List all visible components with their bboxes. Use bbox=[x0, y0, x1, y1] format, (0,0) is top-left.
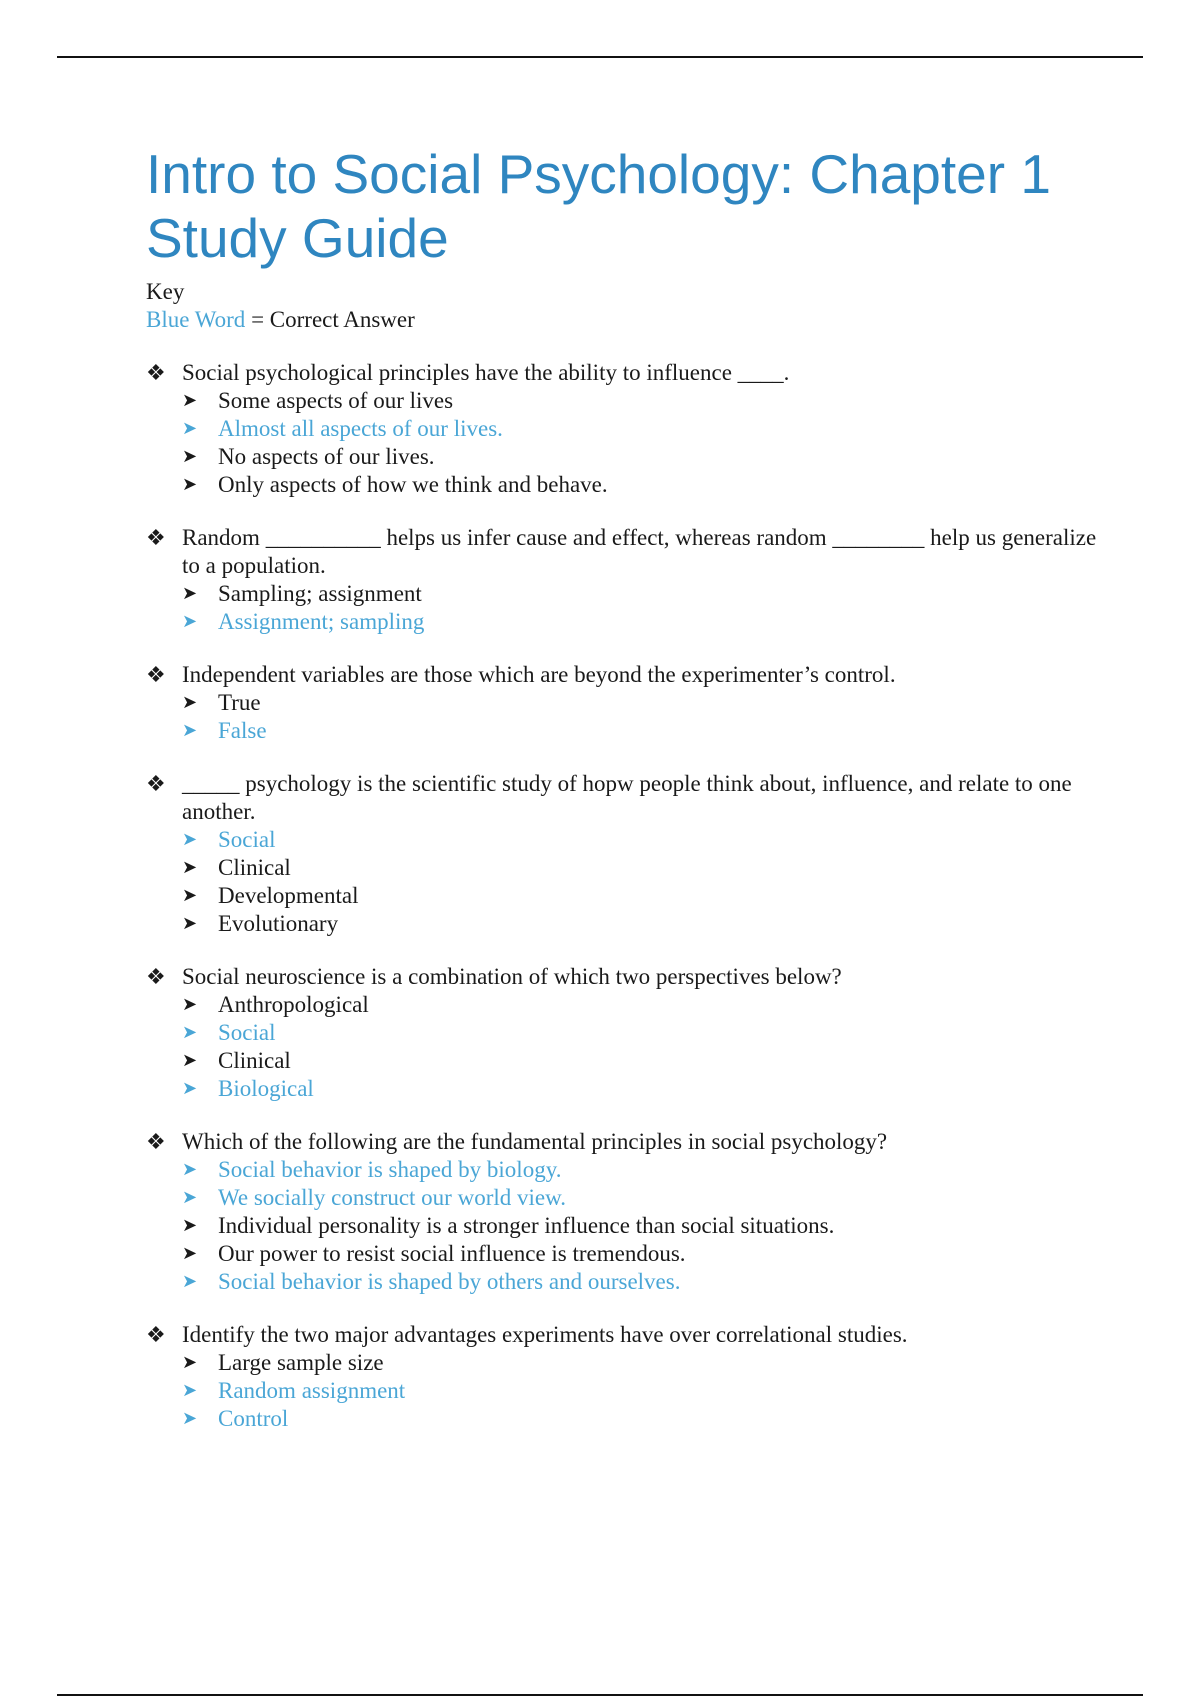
answer-text: True bbox=[218, 690, 261, 715]
answer-option bbox=[182, 580, 1106, 608]
answer-option-correct bbox=[182, 1405, 1106, 1433]
arrow-bullet-icon: ➤ bbox=[182, 1187, 198, 1208]
arrow-bullet-icon: ➤ bbox=[182, 1159, 198, 1180]
arrow-bullet-icon: ➤ bbox=[182, 720, 198, 741]
answer-option bbox=[182, 1047, 1106, 1075]
question-row bbox=[146, 661, 1106, 689]
arrow-bullet-icon: ➤ bbox=[182, 885, 198, 906]
answer-option-correct bbox=[182, 1075, 1106, 1103]
answer-option bbox=[182, 882, 1106, 910]
question-text: _____ psychology is the scientific study of hopw people think about, influence, and relate to one another. bbox=[182, 771, 1072, 824]
question-row bbox=[146, 770, 1106, 826]
answer-text: Social bbox=[218, 827, 276, 852]
answer-option bbox=[182, 471, 1106, 499]
answer-text: Developmental bbox=[218, 883, 359, 908]
answer-option-correct bbox=[182, 826, 1106, 854]
key-blue-word: Blue Word bbox=[146, 307, 246, 332]
answer-option-correct bbox=[182, 608, 1106, 636]
question-text: Social neuroscience is a combination of which two perspectives below? bbox=[182, 964, 842, 989]
diamond-bullet-icon: ❖ bbox=[146, 525, 166, 550]
arrow-bullet-icon: ➤ bbox=[182, 446, 198, 467]
question-text: Independent variables are those which are beyond the experimenter’s control. bbox=[182, 662, 896, 687]
arrow-bullet-icon: ➤ bbox=[182, 994, 198, 1015]
answer-text: Large sample size bbox=[218, 1350, 384, 1375]
arrow-bullet-icon: ➤ bbox=[182, 692, 198, 713]
answer-list bbox=[146, 689, 1106, 745]
key-meaning: Correct Answer bbox=[269, 307, 415, 332]
answer-text: Biological bbox=[218, 1076, 314, 1101]
question-row bbox=[146, 359, 1106, 387]
answer-text: Social bbox=[218, 1020, 276, 1045]
answer-text: Only aspects of how we think and behave. bbox=[218, 472, 608, 497]
question-text: Identify the two major advantages experiments have over correlational studies. bbox=[182, 1322, 908, 1347]
question-item bbox=[146, 1128, 1106, 1296]
arrow-bullet-icon: ➤ bbox=[182, 611, 198, 632]
question-item bbox=[146, 963, 1106, 1103]
answer-list bbox=[146, 991, 1106, 1103]
question-row bbox=[146, 1128, 1106, 1156]
answer-option-correct bbox=[182, 717, 1106, 745]
question-text: Random __________ helps us infer cause and effect, whereas random ________ help us generalize to a population. bbox=[182, 525, 1097, 578]
arrow-bullet-icon: ➤ bbox=[182, 1408, 198, 1429]
answer-list bbox=[146, 1349, 1106, 1433]
top-rule bbox=[57, 56, 1143, 58]
arrow-bullet-icon: ➤ bbox=[182, 1271, 198, 1292]
answer-option bbox=[182, 991, 1106, 1019]
answer-text: Almost all aspects of our lives. bbox=[218, 416, 503, 441]
diamond-bullet-icon: ❖ bbox=[146, 662, 166, 687]
diamond-bullet-icon: ❖ bbox=[146, 771, 166, 796]
diamond-bullet-icon: ❖ bbox=[146, 1129, 166, 1154]
arrow-bullet-icon: ➤ bbox=[182, 829, 198, 850]
answer-option bbox=[182, 1212, 1106, 1240]
answer-list bbox=[146, 1156, 1106, 1296]
answer-text: Clinical bbox=[218, 855, 291, 880]
arrow-bullet-icon: ➤ bbox=[182, 1215, 198, 1236]
answer-text: No aspects of our lives. bbox=[218, 444, 435, 469]
question-item bbox=[146, 524, 1106, 636]
arrow-bullet-icon: ➤ bbox=[182, 913, 198, 934]
question-item bbox=[146, 661, 1106, 745]
answer-option bbox=[182, 1349, 1106, 1377]
answer-text: Clinical bbox=[218, 1048, 291, 1073]
question-item bbox=[146, 770, 1106, 938]
arrow-bullet-icon: ➤ bbox=[182, 1078, 198, 1099]
study-guide-document bbox=[146, 142, 1106, 1433]
answer-option-correct bbox=[182, 415, 1106, 443]
answer-option-correct bbox=[182, 1377, 1106, 1405]
answer-option-correct bbox=[182, 1019, 1106, 1047]
diamond-bullet-icon: ❖ bbox=[146, 964, 166, 989]
page-title: Intro to Social Psychology: Chapter 1 Study Guide bbox=[146, 143, 1051, 269]
answer-option-correct bbox=[182, 1156, 1106, 1184]
answer-list bbox=[146, 387, 1106, 499]
answer-option bbox=[182, 387, 1106, 415]
answer-text: Evolutionary bbox=[218, 911, 339, 936]
arrow-bullet-icon: ➤ bbox=[182, 418, 198, 439]
key-separator: = bbox=[245, 307, 270, 332]
arrow-bullet-icon: ➤ bbox=[182, 474, 198, 495]
answer-list bbox=[146, 580, 1106, 636]
key-heading: Key bbox=[146, 279, 185, 304]
question-item bbox=[146, 359, 1106, 499]
arrow-bullet-icon: ➤ bbox=[182, 583, 198, 604]
answer-option bbox=[182, 854, 1106, 882]
answer-option-correct bbox=[182, 1268, 1106, 1296]
question-row bbox=[146, 524, 1106, 580]
bottom-rule bbox=[57, 1694, 1143, 1696]
answer-text: Anthropological bbox=[218, 992, 369, 1017]
arrow-bullet-icon: ➤ bbox=[182, 857, 198, 878]
answer-text: Control bbox=[218, 1406, 289, 1431]
arrow-bullet-icon: ➤ bbox=[182, 1050, 198, 1071]
question-text: Which of the following are the fundamental principles in social psychology? bbox=[182, 1129, 888, 1154]
diamond-bullet-icon: ❖ bbox=[146, 1322, 166, 1347]
question-row bbox=[146, 1321, 1106, 1349]
answer-option bbox=[182, 910, 1106, 938]
answer-text: We socially construct our world view. bbox=[218, 1185, 566, 1210]
question-item bbox=[146, 1321, 1106, 1433]
arrow-bullet-icon: ➤ bbox=[182, 1243, 198, 1264]
answer-option bbox=[182, 443, 1106, 471]
arrow-bullet-icon: ➤ bbox=[182, 1352, 198, 1373]
question-list bbox=[146, 359, 1106, 1433]
answer-text: Social behavior is shaped by others and ourselves. bbox=[218, 1269, 681, 1294]
diamond-bullet-icon: ❖ bbox=[146, 360, 166, 385]
answer-text: Assignment; sampling bbox=[218, 609, 425, 634]
question-row bbox=[146, 963, 1106, 991]
arrow-bullet-icon: ➤ bbox=[182, 390, 198, 411]
key-legend bbox=[146, 306, 1106, 334]
question-text: Social psychological principles have the ability to influence ____. bbox=[182, 360, 790, 385]
answer-text: Random assignment bbox=[218, 1378, 406, 1403]
answer-option bbox=[182, 689, 1106, 717]
answer-text: Some aspects of our lives bbox=[218, 388, 454, 413]
answer-text: Our power to resist social influence is tremendous. bbox=[218, 1241, 686, 1266]
answer-text: Social behavior is shaped by biology. bbox=[218, 1157, 562, 1182]
answer-list bbox=[146, 826, 1106, 938]
arrow-bullet-icon: ➤ bbox=[182, 1380, 198, 1401]
answer-option-correct bbox=[182, 1184, 1106, 1212]
answer-text: Sampling; assignment bbox=[218, 581, 422, 606]
answer-text: False bbox=[218, 718, 267, 743]
arrow-bullet-icon: ➤ bbox=[182, 1022, 198, 1043]
answer-option bbox=[182, 1240, 1106, 1268]
answer-text: Individual personality is a stronger influence than social situations. bbox=[218, 1213, 835, 1238]
